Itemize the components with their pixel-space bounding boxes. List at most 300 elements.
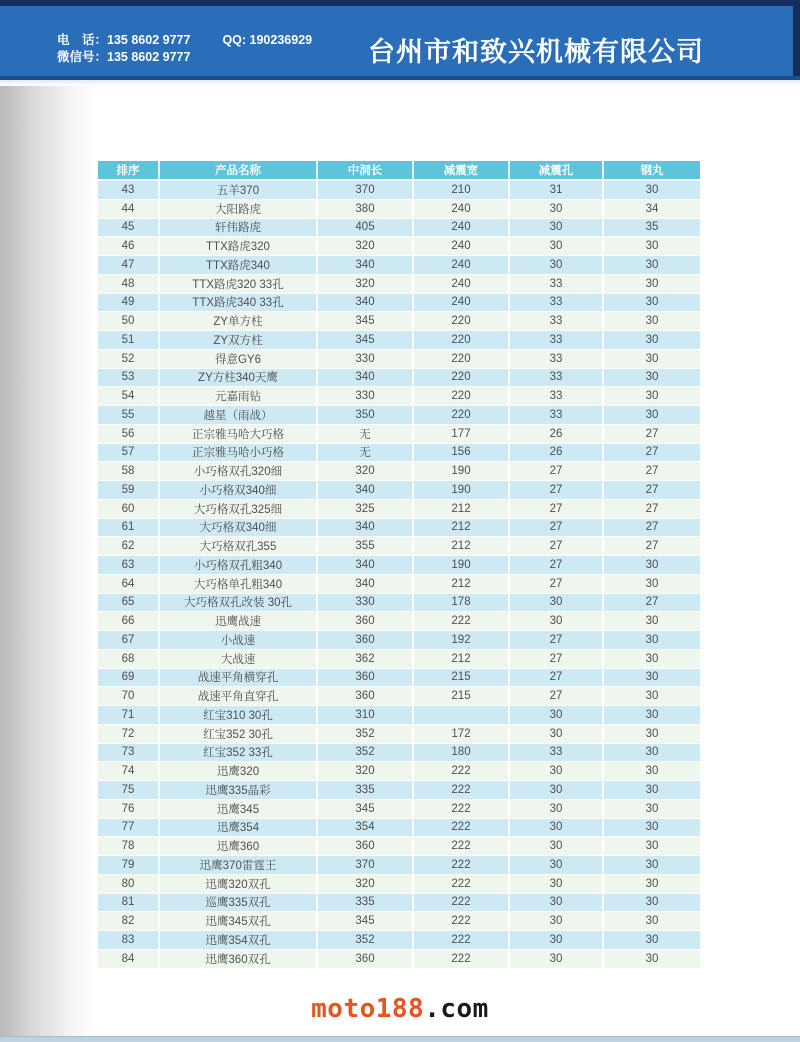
table-cell: 345 — [318, 800, 414, 818]
table-cell: 210 — [414, 181, 510, 199]
table-cell: 迅鹰320 — [160, 762, 318, 780]
table-cell: 350 — [318, 406, 414, 424]
table-cell: 80 — [98, 875, 160, 893]
table-cell: 33 — [510, 331, 604, 349]
table-cell: 59 — [98, 481, 160, 499]
table-cell: 172 — [414, 725, 510, 743]
table-cell: 巡鹰335双孔 — [160, 894, 318, 912]
table-cell: 30 — [510, 612, 604, 630]
table-row — [98, 294, 700, 313]
table-cell: 79 — [98, 856, 160, 874]
table-cell: 迅鹰360 — [160, 837, 318, 855]
table-cell: 迅鹰335晶彩 — [160, 781, 318, 799]
table-cell: 63 — [98, 556, 160, 574]
table-cell: 240 — [414, 200, 510, 218]
table-cell: 大巧格双340细 — [160, 519, 318, 537]
table-cell: 192 — [414, 631, 510, 649]
table-row — [98, 519, 700, 538]
table-row — [98, 706, 700, 725]
table-row — [98, 687, 700, 706]
table-cell: 222 — [414, 819, 510, 837]
table-cell: TTX路虎340 33孔 — [160, 294, 318, 312]
table-cell: 48 — [98, 275, 160, 293]
contact-info — [57, 32, 312, 66]
table-cell: 220 — [414, 350, 510, 368]
table-cell: 大阳路虎 — [160, 200, 318, 218]
table-cell: 30 — [604, 256, 700, 274]
table-cell: 31 — [510, 181, 604, 199]
table-cell: 362 — [318, 650, 414, 668]
table-cell: 33 — [510, 312, 604, 330]
table-cell: 33 — [510, 369, 604, 387]
table-cell: 352 — [318, 744, 414, 762]
table-cell: 迅鹰345 — [160, 800, 318, 818]
table-cell: 大巧格双孔改装 30孔 — [160, 594, 318, 612]
site-watermark — [0, 994, 800, 1024]
table-cell: 55 — [98, 406, 160, 424]
table-cell: 30 — [604, 631, 700, 649]
table-cell: 70 — [98, 687, 160, 705]
table-cell: ZY单方柱 — [160, 312, 318, 330]
table-cell: TTX路虎320 33孔 — [160, 275, 318, 293]
table-row — [98, 425, 700, 444]
table-cell: 30 — [604, 687, 700, 705]
table-row — [98, 912, 700, 931]
table-cell: 30 — [604, 706, 700, 724]
table-cell: 30 — [604, 725, 700, 743]
table-cell: 352 — [318, 931, 414, 949]
table-cell: 380 — [318, 200, 414, 218]
table-row — [98, 575, 700, 594]
table-cell: 27 — [510, 481, 604, 499]
table-cell: 27 — [604, 444, 700, 462]
column-header: 产品名称 — [160, 161, 318, 179]
table-row — [98, 669, 700, 688]
table-cell: 73 — [98, 744, 160, 762]
table-cell: 60 — [98, 500, 160, 518]
table-cell: 330 — [318, 350, 414, 368]
table-cell: 27 — [604, 519, 700, 537]
table-cell: 30 — [604, 575, 700, 593]
banner-top-strip — [0, 0, 800, 6]
table-cell: 360 — [318, 669, 414, 687]
table-cell: 30 — [604, 856, 700, 874]
table-cell: 27 — [604, 537, 700, 555]
table-row — [98, 256, 700, 275]
table-row — [98, 537, 700, 556]
table-cell: 360 — [318, 612, 414, 630]
table-cell: 30 — [604, 312, 700, 330]
table-cell: 222 — [414, 875, 510, 893]
phone-number: 135 8602 9777 — [107, 33, 191, 47]
table-cell: 30 — [604, 837, 700, 855]
table-cell: 迅鹰345双孔 — [160, 912, 318, 930]
table-cell: 177 — [414, 425, 510, 443]
table-cell: 30 — [604, 294, 700, 312]
table-cell: 27 — [510, 669, 604, 687]
table-cell: 222 — [414, 931, 510, 949]
table-cell: 178 — [414, 594, 510, 612]
table-cell: 190 — [414, 462, 510, 480]
table-row — [98, 181, 700, 200]
table-cell: 405 — [318, 219, 414, 237]
table-cell: 320 — [318, 237, 414, 255]
table-cell: 33 — [510, 744, 604, 762]
table-cell: 30 — [604, 669, 700, 687]
table-row — [98, 856, 700, 875]
table-cell: 340 — [318, 294, 414, 312]
table-cell: 222 — [414, 781, 510, 799]
table-cell: 27 — [604, 594, 700, 612]
table-cell: 27 — [510, 519, 604, 537]
table-cell: 83 — [98, 931, 160, 949]
page-left-shadow — [0, 80, 95, 1037]
table-cell: 58 — [98, 462, 160, 480]
table-cell: 小巧格双孔320细 — [160, 462, 318, 480]
column-header: 排序 — [98, 161, 160, 179]
table-cell: 222 — [414, 762, 510, 780]
table-cell: 340 — [318, 369, 414, 387]
table-cell: 222 — [414, 894, 510, 912]
table-cell: 212 — [414, 650, 510, 668]
contact-line-wechat — [57, 49, 312, 66]
table-row — [98, 275, 700, 294]
table-cell: 30 — [604, 819, 700, 837]
table-cell: 74 — [98, 762, 160, 780]
table-cell: 370 — [318, 181, 414, 199]
table-cell: 30 — [604, 875, 700, 893]
table-row — [98, 762, 700, 781]
table-row — [98, 200, 700, 219]
table-row — [98, 481, 700, 500]
table-cell: 320 — [318, 875, 414, 893]
table-cell: 340 — [318, 481, 414, 499]
table-cell: 212 — [414, 537, 510, 555]
table-cell: 340 — [318, 256, 414, 274]
table-cell: TTX路虎320 — [160, 237, 318, 255]
table-cell: 30 — [604, 800, 700, 818]
table-cell: 43 — [98, 181, 160, 199]
table-cell: 82 — [98, 912, 160, 930]
table-cell: 30 — [604, 762, 700, 780]
table-cell: 27 — [510, 631, 604, 649]
wechat-label: 微信号： — [57, 50, 108, 64]
table-cell: 30 — [604, 744, 700, 762]
table-row — [98, 744, 700, 763]
table-cell: 小巧格双340细 — [160, 481, 318, 499]
table-cell: 335 — [318, 894, 414, 912]
table-cell: 30 — [510, 219, 604, 237]
table-cell: 340 — [318, 556, 414, 574]
table-cell: 30 — [604, 556, 700, 574]
table-cell: 33 — [510, 350, 604, 368]
table-cell: 71 — [98, 706, 160, 724]
table-cell: 红宝352 33孔 — [160, 744, 318, 762]
table-cell: 352 — [318, 725, 414, 743]
table-row — [98, 406, 700, 425]
table-cell: 370 — [318, 856, 414, 874]
page-top-shadow — [0, 80, 800, 86]
table-cell — [414, 706, 510, 724]
table-row — [98, 931, 700, 950]
table-cell: 27 — [510, 650, 604, 668]
table-cell: 27 — [604, 425, 700, 443]
table-cell: 30 — [604, 181, 700, 199]
table-cell: ZY双方柱 — [160, 331, 318, 349]
table-row — [98, 837, 700, 856]
table-cell: 222 — [414, 856, 510, 874]
table-cell: 迅鹰360双孔 — [160, 950, 318, 968]
table-cell: 84 — [98, 950, 160, 968]
table-cell: 30 — [510, 894, 604, 912]
table-row — [98, 781, 700, 800]
table-row — [98, 331, 700, 350]
table-body — [98, 181, 700, 969]
table-row — [98, 500, 700, 519]
table-cell: 212 — [414, 519, 510, 537]
table-cell: 大战速 — [160, 650, 318, 668]
qq-line — [222, 33, 312, 47]
table-cell: 30 — [510, 875, 604, 893]
table-cell: 190 — [414, 556, 510, 574]
watermark-tld: .com — [424, 994, 489, 1024]
table-cell: 67 — [98, 631, 160, 649]
table-cell: 30 — [604, 650, 700, 668]
table-cell: 正宗雅马哈小巧格 — [160, 444, 318, 462]
column-header: 钢丸 — [640, 165, 664, 177]
table-cell: 27 — [510, 537, 604, 555]
table-row — [98, 312, 700, 331]
table-cell: 无 — [318, 425, 414, 443]
table-cell: 360 — [318, 687, 414, 705]
table-row — [98, 387, 700, 406]
table-cell: 340 — [318, 575, 414, 593]
table-cell: 45 — [98, 219, 160, 237]
header-banner — [0, 0, 800, 80]
table-row — [98, 350, 700, 369]
table-cell: 49 — [98, 294, 160, 312]
table-cell: 360 — [318, 950, 414, 968]
table-cell: 310 — [318, 706, 414, 724]
table-cell: 30 — [510, 706, 604, 724]
table-cell: 325 — [318, 500, 414, 518]
table-row — [98, 631, 700, 650]
table-cell: 迅鹰320双孔 — [160, 875, 318, 893]
table-row — [98, 650, 700, 669]
table-cell: 330 — [318, 387, 414, 405]
table-cell: 222 — [414, 800, 510, 818]
table-row — [98, 444, 700, 463]
column-header: 减震孔 — [510, 161, 604, 179]
table-cell: 越星（雨战） — [160, 406, 318, 424]
company-name: 台州市和致兴机械有限公司 — [368, 37, 704, 67]
table-cell: 27 — [604, 500, 700, 518]
table-cell: 54 — [98, 387, 160, 405]
table-cell: 345 — [318, 331, 414, 349]
table-cell: 30 — [510, 800, 604, 818]
table-cell: 33 — [510, 275, 604, 293]
table-cell: 66 — [98, 612, 160, 630]
watermark-brand: moto188 — [311, 994, 425, 1024]
table-row — [98, 219, 700, 238]
table-row — [98, 462, 700, 481]
table-cell: 战速平角横穿孔 — [160, 669, 318, 687]
table-cell: 30 — [604, 950, 700, 968]
table-cell: 27 — [510, 462, 604, 480]
table-cell: 27 — [510, 556, 604, 574]
table-cell: 76 — [98, 800, 160, 818]
table-header-row — [98, 161, 700, 181]
table-cell: 30 — [510, 837, 604, 855]
table-cell: 64 — [98, 575, 160, 593]
table-cell: 30 — [604, 406, 700, 424]
table-cell: 30 — [510, 819, 604, 837]
table-cell: 330 — [318, 594, 414, 612]
table-cell: 30 — [604, 387, 700, 405]
table-cell: 27 — [510, 575, 604, 593]
product-spec-table — [98, 161, 700, 969]
qq-number: 190236929 — [249, 33, 313, 47]
table-cell: 240 — [414, 256, 510, 274]
table-cell: 迅鹰370雷霆王 — [160, 856, 318, 874]
table-cell: 354 — [318, 819, 414, 837]
table-cell: 240 — [414, 237, 510, 255]
table-cell: 大巧格双孔355 — [160, 537, 318, 555]
table-cell: 68 — [98, 650, 160, 668]
table-cell: 180 — [414, 744, 510, 762]
table-cell: 大巧格单孔粗340 — [160, 575, 318, 593]
table-cell: 30 — [604, 912, 700, 930]
table-cell: 元嘉雨钻 — [160, 387, 318, 405]
table-cell: 56 — [98, 425, 160, 443]
table-cell: TTX路虎340 — [160, 256, 318, 274]
table-cell: 30 — [604, 931, 700, 949]
table-cell: 222 — [414, 612, 510, 630]
table-cell: 33 — [510, 294, 604, 312]
table-cell: 156 — [414, 444, 510, 462]
table-cell: 30 — [510, 781, 604, 799]
table-cell: 33 — [510, 406, 604, 424]
qq-label: QQ: — [222, 33, 247, 47]
table-cell: 30 — [510, 200, 604, 218]
table-cell: 得意GY6 — [160, 350, 318, 368]
table-cell: 红宝352 30孔 — [160, 725, 318, 743]
table-cell: 240 — [414, 275, 510, 293]
table-cell: 335 — [318, 781, 414, 799]
table-cell: 62 — [98, 537, 160, 555]
table-cell: 340 — [318, 519, 414, 537]
table-cell: 30 — [604, 331, 700, 349]
table-cell: 61 — [98, 519, 160, 537]
table-cell: 小巧格双孔粗340 — [160, 556, 318, 574]
table-cell: 30 — [510, 931, 604, 949]
table-cell: 53 — [98, 369, 160, 387]
table-cell: 迅鹰战速 — [160, 612, 318, 630]
table-cell: 26 — [510, 444, 604, 462]
table-cell: 222 — [414, 837, 510, 855]
page-bottom-strip — [0, 1036, 800, 1042]
table-cell: 72 — [98, 725, 160, 743]
table-cell: 35 — [604, 219, 700, 237]
table-cell: 小战速 — [160, 631, 318, 649]
table-cell: 27 — [604, 481, 700, 499]
table-cell: 33 — [510, 387, 604, 405]
table-cell: 30 — [604, 350, 700, 368]
table-cell: 212 — [414, 575, 510, 593]
table-cell: 战速平角直穿孔 — [160, 687, 318, 705]
table-cell: 220 — [414, 387, 510, 405]
table-cell: 26 — [510, 425, 604, 443]
table-cell: 46 — [98, 237, 160, 255]
table-cell: 69 — [98, 669, 160, 687]
phone-label: 电 话： — [57, 33, 108, 47]
table-cell: 30 — [510, 856, 604, 874]
table-cell: 迅鹰354 — [160, 819, 318, 837]
table-cell: 30 — [510, 950, 604, 968]
table-row — [98, 875, 700, 894]
table-cell: 320 — [318, 462, 414, 480]
table-cell: 30 — [510, 725, 604, 743]
table-cell: 27 — [510, 500, 604, 518]
table-cell: 81 — [98, 894, 160, 912]
table-row — [98, 800, 700, 819]
table-row — [98, 819, 700, 838]
table-cell: 30 — [604, 275, 700, 293]
table-cell: 30 — [604, 237, 700, 255]
table-cell: 30 — [604, 894, 700, 912]
table-cell: 52 — [98, 350, 160, 368]
table-cell: 222 — [414, 912, 510, 930]
contact-line-phone — [57, 32, 312, 49]
wechat-number: 135 8602 9777 — [107, 50, 191, 64]
table-cell: 220 — [414, 331, 510, 349]
table-cell: 大巧格双孔325细 — [160, 500, 318, 518]
table-cell: 65 — [98, 594, 160, 612]
table-row — [98, 612, 700, 631]
table-cell: 75 — [98, 781, 160, 799]
table-cell: 320 — [318, 275, 414, 293]
table-cell: 360 — [318, 631, 414, 649]
table-cell: 240 — [414, 219, 510, 237]
table-cell: 50 — [98, 312, 160, 330]
table-cell: 222 — [414, 950, 510, 968]
table-cell: 240 — [414, 294, 510, 312]
column-header: 减震宽 — [414, 161, 510, 179]
table-cell: 355 — [318, 537, 414, 555]
table-cell: 正宗雅马哈大巧格 — [160, 425, 318, 443]
banner-right-strip — [793, 0, 800, 80]
table-row — [98, 894, 700, 913]
table-cell: 47 — [98, 256, 160, 274]
table-cell: 345 — [318, 312, 414, 330]
table-cell: ZY方柱340天鹰 — [160, 369, 318, 387]
table-cell: 30 — [510, 762, 604, 780]
table-cell: 轩伟路虎 — [160, 219, 318, 237]
table-row — [98, 725, 700, 744]
table-row — [98, 950, 700, 969]
table-cell: 212 — [414, 500, 510, 518]
table-cell: 78 — [98, 837, 160, 855]
table-cell: 57 — [98, 444, 160, 462]
table-cell: 27 — [510, 687, 604, 705]
table-cell: 30 — [604, 369, 700, 387]
table-cell: 320 — [318, 762, 414, 780]
table-cell: 220 — [414, 406, 510, 424]
table-cell: 五羊370 — [160, 181, 318, 199]
table-cell: 77 — [98, 819, 160, 837]
column-header: 中洞长 — [318, 161, 414, 179]
table-cell: 迅鹰354双孔 — [160, 931, 318, 949]
